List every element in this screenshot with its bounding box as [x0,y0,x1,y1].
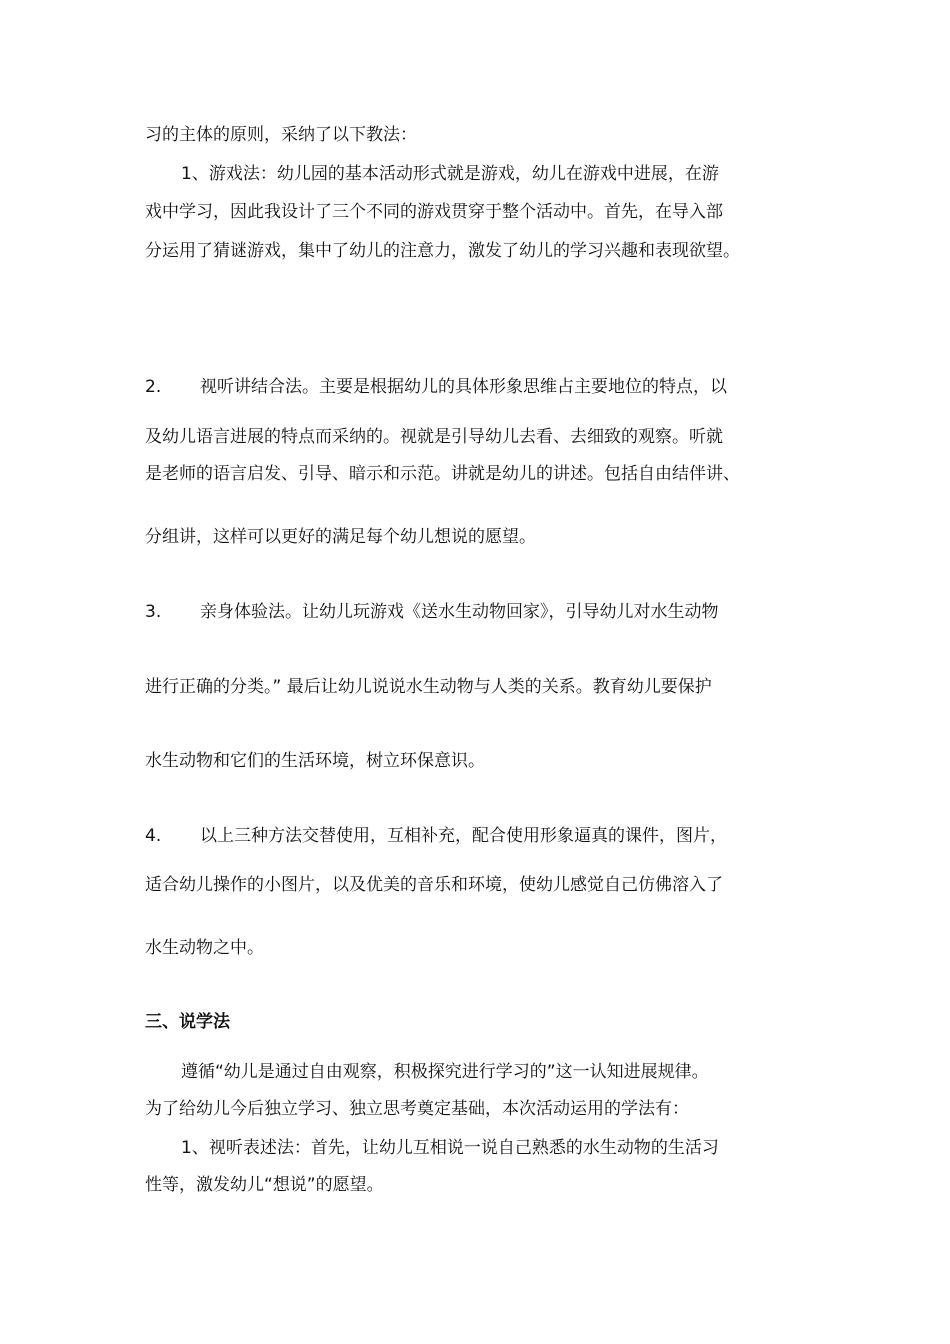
section3-para1-line1: 遵循“幼儿是通过自由观察，积极探究进行学习的”这一认知进展规律。 [181,1062,709,1082]
method4-line1 [145,825,727,847]
section3-heading: 三、说学法 [145,1012,230,1032]
method3-line1 [145,601,719,623]
section3-item1-line1: 1、视听表述法：首先，让幼儿互相说一说自己熟悉的水生动物的生活习 [181,1138,719,1158]
method3-line1-text: 亲身体验法。让幼儿玩游戏《送水生动物回家》，引导幼儿对水生动物 [200,602,719,622]
method4-number: 4. [145,826,162,846]
method4-line1-text: 以上三种方法交替使用，互相补充，配合使用形象逼真的课件，图片， [200,826,727,846]
method2-line1-text: 视听讲结合法。主要是根据幼儿的具体形象思维占主要地位的特点，以 [200,377,727,397]
method1-line1: 1、游戏法：幼儿园的基本活动形式就是游戏，幼儿在游戏中进展，在游 [181,164,719,184]
method2-line2: 及幼儿语言进展的特点而采纳的。视就是引导幼儿去看、去细致的观察。听就 [145,427,723,447]
method3-line3: 水生动物和它们的生活环境，树立环保意识。 [145,751,485,771]
section3-item1-line2: 性等，激发幼儿“想说”的愿望。 [145,1175,384,1195]
intro-tail-text: 习的主体的原则，采纳了以下教法： [145,125,417,145]
section3-para1-line2: 为了给幼儿今后独立学习、独立思考奠定基础，本次活动运用的学法有： [145,1099,689,1119]
method4-line2: 适合幼儿操作的小图片，以及优美的音乐和环境，使幼儿感觉自己仿佛溶入了 [145,875,723,895]
method2-line3: 是老师的语言启发、引导、暗示和示范。讲就是幼儿的讲述。包括自由结伴讲、 [145,464,740,484]
method3-line2: 进行正确的分类。” 最后让幼儿说说水生动物与人类的关系。教育幼儿要保护 [145,677,712,697]
method2-line4: 分组讲，这样可以更好的满足每个幼儿想说的愿望。 [145,527,536,547]
method1-line3: 分运用了猜谜游戏，集中了幼儿的注意力，激发了幼儿的学习兴趣和表现欲望。 [145,241,740,261]
method3-number: 3. [145,602,162,622]
method1-line2: 戏中学习，因此我设计了三个不同的游戏贯穿于整个活动中。首先，在导入部 [145,202,723,222]
method4-line3: 水生动物之中。 [145,938,264,958]
method2-number: 2. [145,377,162,397]
method2-line1 [145,376,727,398]
